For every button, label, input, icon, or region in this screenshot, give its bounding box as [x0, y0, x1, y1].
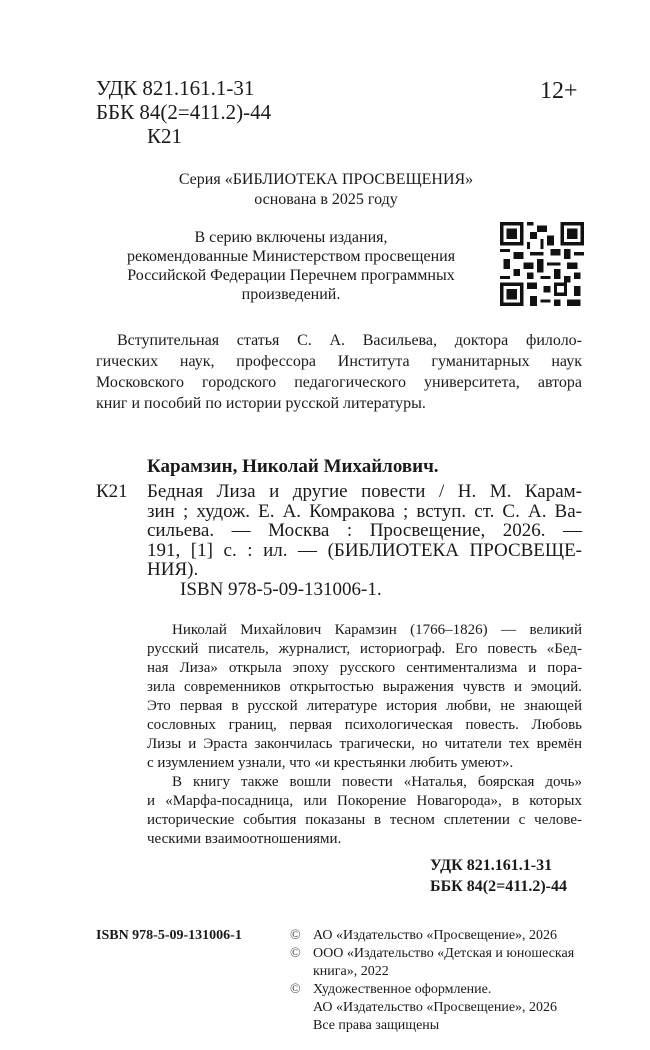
bbk-classification: ББК 84(2=411.2)-44 — [430, 878, 567, 895]
copyright-icon: © — [290, 928, 301, 943]
annotation-line: Это первая в русской литературе история любви, не знающей — [147, 698, 582, 714]
bibliography-description — [96, 482, 582, 599]
copyright-icon: © — [290, 946, 301, 961]
imprint-column — [96, 170, 582, 1035]
series-line: Серия «БИБЛИОТЕКА ПРОСВЕЩЕНИЯ» — [178, 171, 474, 188]
udk-header: УДК 821.161.1-31 — [96, 76, 255, 100]
annotation-line: В книгу также вошли повести «Наталья, боярская дочь» — [172, 774, 582, 790]
bibliography-author: Карамзин, Николай Михайлович. — [147, 456, 439, 477]
recommendation-line: рекомендованные Министерством просвещения — [126, 248, 456, 265]
series-line: основана в 2025 году — [254, 191, 398, 208]
author-code-header: К21 — [147, 124, 183, 148]
annotation-line: исторические события показаны в тесном сплетении с челове- — [147, 812, 582, 828]
recommendation-line: В серию включены издания, — [194, 229, 388, 246]
annotation-line: ческими взаимоотношениями. — [147, 831, 342, 847]
series-info — [116, 170, 536, 210]
intro-line: Московского городского педагогического университета, автора — [96, 374, 582, 391]
copyright-line: Художественное оформление. — [313, 982, 492, 997]
bibliography-isbn: ISBN 978-5-09-131006-1. — [180, 578, 382, 600]
udk-classification: УДК 821.161.1-31 — [430, 857, 553, 874]
age-rating: 12+ — [540, 78, 578, 104]
copyright-line: Все права защищены — [313, 1018, 440, 1033]
copyright-line: книга», 2022 — [313, 964, 389, 979]
copyright-notices — [290, 927, 574, 1035]
copyright-text — [313, 945, 574, 981]
recommendation-line: Российской Федерации Перечнем программных — [127, 267, 455, 284]
annotation-line: сословных границ, первая психологическая повесть. Любовь — [147, 717, 582, 733]
bibliography-line: зин ; худож. Е. А. Комракова ; вступ. ст. С. А. Ва- — [147, 500, 582, 522]
bibliography-line: НИЯ). — [147, 559, 199, 580]
bibliography-code: К21 — [96, 481, 128, 502]
annotation-line: зила современников открытостью выражения чувств и эмоций. — [147, 679, 582, 695]
copyright-line: АО «Издательство «Просвещение», 2026 — [313, 1000, 558, 1015]
annotation-line: и «Марфа-посадница, или Покорение Новагорода», в которых — [147, 793, 582, 809]
annotation — [96, 621, 582, 849]
intro-line: Вступительная статья С. А. Васильева, доктора филоло- — [117, 332, 582, 349]
recommendation-line: произведений. — [241, 286, 341, 303]
bibliography-line: Бедная Лиза и другие повести / Н. М. Карам- — [147, 481, 582, 502]
recommendation-note — [96, 228, 486, 304]
intro-article-note — [96, 330, 582, 414]
annotation-line: Лизы и Эраста закончилась трагически, но читатели тех времён — [147, 736, 582, 752]
copyright-line: ООО «Издательство «Детская и юношеская — [313, 946, 575, 961]
bbk-header: ББК 84(2=411.2)-44 — [96, 100, 272, 124]
bibliography-line: 191, [1] с. : ил. — (БИБЛИОТЕКА ПРОСВЕЩЕ- — [147, 539, 582, 561]
copyright-notice — [290, 927, 574, 945]
annotation-line: Николай Михайлович Карамзин (1766–1826) — великий — [172, 622, 582, 638]
copyright-notice — [290, 981, 574, 1035]
annotation-line: с изумлением узнали, что «и крестьянки любить умеют». — [147, 755, 514, 771]
intro-line: книг и пособий по истории русской литературы. — [96, 395, 426, 412]
footer — [96, 927, 582, 1035]
copyright-line: АО «Издательство «Просвещение», 2026 — [313, 928, 558, 943]
copyright-text — [313, 981, 557, 1035]
copyright-notice — [290, 945, 574, 981]
footer-isbn: ISBN 978-5-09-131006-1 — [96, 928, 242, 943]
copyright-icon: © — [290, 982, 301, 997]
classification — [96, 855, 582, 897]
annotation-line: русский писатель, журналист, историограф. Его повесть «Бед- — [147, 641, 582, 657]
intro-line: гических наук, профессора Института гуманитарных наук — [96, 353, 582, 370]
bibliography-line: сильева. — Москва : Просвещение, 2026. — — [147, 520, 582, 541]
annotation-line: ная Лиза» открыла эпоху русского сентиментализма и пора- — [147, 660, 582, 676]
copyright-text — [313, 927, 557, 945]
